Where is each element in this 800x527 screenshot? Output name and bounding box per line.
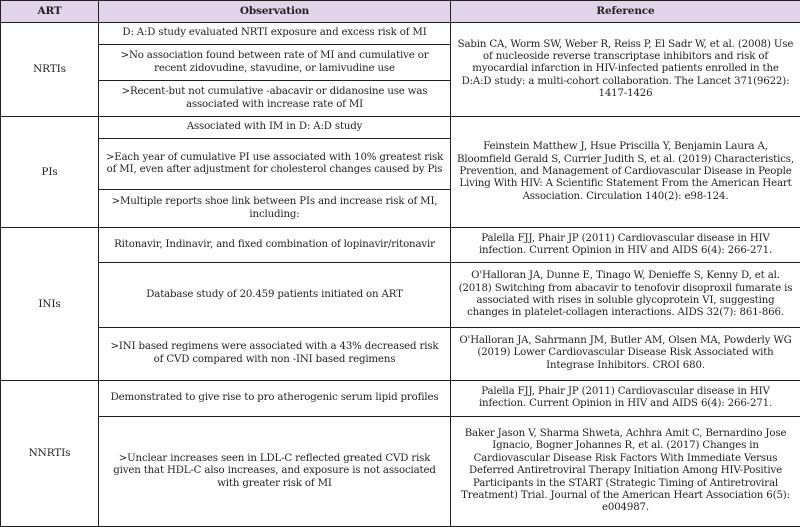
header-row bbox=[1, 1, 800, 23]
reference-cell: Feinstein Matthew J, Hsue Priscilla Y, Benjamin Laura A, Bloomfield Gerald S, Currier Judith S, et al. (2019) Characteristics, Prevention, and Management of Cardiovascular Disease in People Living With HIV: A Scientific Statement From the American Heart Association. Circulation 140(2): e98-124. bbox=[451, 117, 800, 228]
table-row bbox=[1, 117, 800, 139]
header-reference: Reference bbox=[451, 1, 800, 23]
reference-cell: O'Halloran JA, Dunne E, Tinago W, Denieffe S, Kenny D, et al. (2018) Switching from abacavir to tenofovir disoproxil fumarate is associated with rises in soluble glycoprotein VI, suggesting changes in platelet-collagen interactions. AIDS 32(7): 861-866. bbox=[451, 263, 800, 327]
observation-cell: Ritonavir, Indinavir, and fixed combination of lopinavir/ritonavir bbox=[99, 228, 451, 263]
table-row bbox=[1, 228, 800, 263]
reference-cell: O'Halloran JA, Sahrmann JM, Butler AM, Olsen MA, Powderly WG (2019) Lower Cardiovascular Disease Risk Associated with Integrase Inhibitors. CROI 680. bbox=[451, 327, 800, 380]
art-class-cell: NNRTIs bbox=[1, 380, 99, 526]
art-class-cell: INIs bbox=[1, 228, 99, 380]
art-class-cell: PIs bbox=[1, 117, 99, 228]
header-observation: Observation bbox=[99, 1, 451, 23]
observation-cell: Demonstrated to give rise to pro atherogenic serum lipid profiles bbox=[99, 380, 451, 416]
table-row bbox=[1, 23, 800, 45]
observation-cell: >INI based regimens were associated with a 43% decreased risk of CVD compared with non -INI based regimens bbox=[99, 327, 451, 380]
reference-cell: Baker Jason V, Sharma Shweta, Achhra Amit C, Bernardino Jose Ignacio, Bogner Johannes R, et al. (2017) Changes in Cardiovascular Disease Risk Factors With Immediate Versus Deferred Antiretroviral Therapy Initiation Among HIV-Positive Participants in the START (Strategic Timing of Antiretroviral Treatment) Trial. Journal of the American Heart Association 6(5): e004987. bbox=[451, 416, 800, 526]
observation-cell: >Recent-but not cumulative -abacavir or didanosine use was associated with increase rate of MI bbox=[99, 81, 451, 117]
reference-cell: Palella FJJ, Phair JP (2011) Cardiovascular disease in HIV infection. Current Opinion in HIV and AIDS 6(4): 266-271. bbox=[451, 380, 800, 416]
table-row bbox=[1, 263, 800, 327]
observation-cell: Database study of 20.459 patients initiated on ART bbox=[99, 263, 451, 327]
observation-cell: >No association found between rate of MI and cumulative or recent zidovudine, stavudine, or lamivudine use bbox=[99, 45, 451, 81]
observation-cell: >Each year of cumulative PI use associated with 10% greatest risk of MI, even after adjustment for cholesterol changes caused by Pis bbox=[99, 139, 451, 190]
observation-cell: >Unclear increases seen in LDL-C reflected greated CVD risk given that HDL-C also increases, and exposure is not associated with greater risk of MI bbox=[99, 416, 451, 526]
reference-cell: Palella FJJ, Phair JP (2011) Cardiovascular disease in HIV infection. Current Opinion in HIV and AIDS 6(4): 266-271. bbox=[451, 228, 800, 263]
table-row bbox=[1, 327, 800, 380]
observation-cell: Associated with IM in D: A:D study bbox=[99, 117, 451, 139]
observation-cell: >Multiple reports shoe link between PIs and increase risk of MI, including: bbox=[99, 190, 451, 228]
header-art: ART bbox=[1, 1, 99, 23]
table-row bbox=[1, 416, 800, 526]
table-row bbox=[1, 380, 800, 416]
art-class-cell: NRTIs bbox=[1, 23, 99, 117]
observation-cell: D: A:D study evaluated NRTI exposure and excess risk of MI bbox=[99, 23, 451, 45]
reference-cell: Sabin CA, Worm SW, Weber R, Reiss P, El Sadr W, et al. (2008) Use of nucleoside reverse transcriptase inhibitors and risk of myocardial infarction in HIV-infected patients enrolled in the D:A:D study: a multi-cohort collaboration. The Lancet 371(9622): 1417-1426 bbox=[451, 23, 800, 117]
